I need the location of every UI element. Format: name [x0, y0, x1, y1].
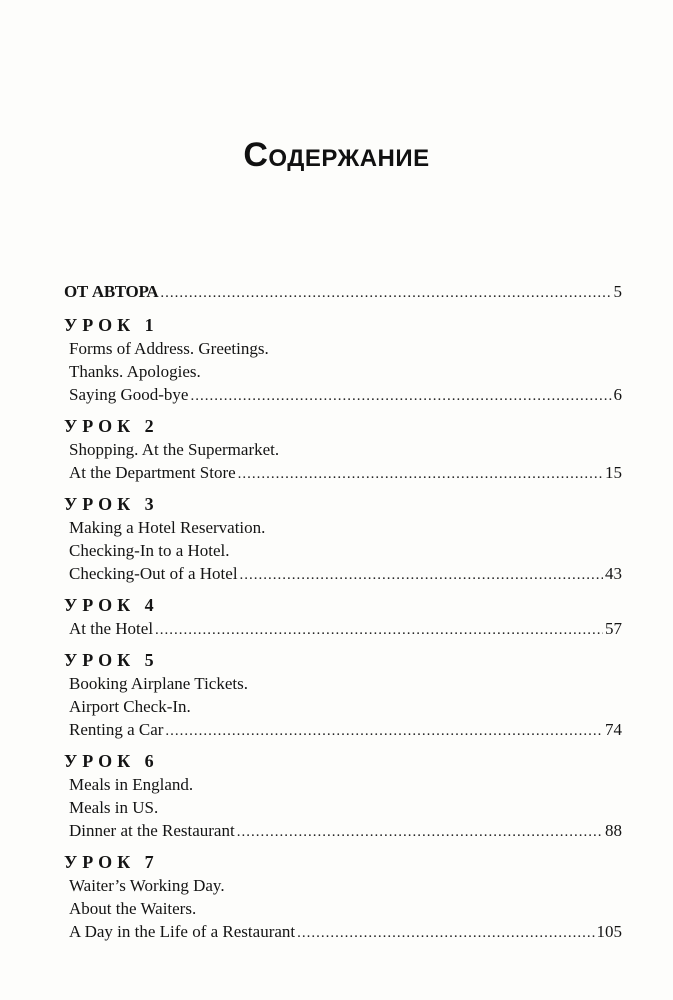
leader-dots [160, 282, 611, 305]
leader-dots [155, 619, 603, 642]
toc-page-number: 74 [605, 720, 622, 739]
toc-entry-line [64, 539, 622, 562]
toc-page-number: 57 [605, 619, 622, 638]
toc-entry-line [64, 516, 622, 539]
toc-entry-line-with-page [64, 617, 622, 640]
toc-lesson-3 [64, 492, 622, 585]
toc-entry-label: Meals in England. [69, 775, 194, 794]
toc-entry-line [64, 695, 622, 718]
toc-entry-line-with-page [64, 461, 622, 484]
lesson-list [64, 313, 622, 943]
lesson-heading: УРОК 5 [64, 650, 159, 670]
toc-entry-author [64, 280, 622, 303]
leader-dots [240, 564, 603, 587]
toc-entry-label: Booking Airplane Tickets. [69, 674, 248, 693]
lesson-heading: УРОК 4 [64, 595, 159, 615]
toc-entry-line-with-page [64, 718, 622, 741]
toc-entry-line-with-page [64, 819, 622, 842]
lesson-heading: УРОК 7 [64, 852, 159, 872]
toc-entry-label: At the Hotel [69, 619, 154, 638]
lesson-heading: УРОК 2 [64, 416, 159, 436]
toc-entry-line-with-page [64, 562, 622, 585]
toc-entry-label: Meals in US. [69, 798, 159, 817]
toc-page-number: 43 [605, 564, 622, 583]
toc-page-number: 105 [596, 922, 622, 941]
toc-entry-line [64, 360, 622, 383]
toc-lesson-6 [64, 749, 622, 842]
toc-entry-line-with-page [64, 920, 622, 943]
lesson-heading: УРОК 6 [64, 751, 159, 771]
toc-page-number: 6 [613, 385, 622, 404]
table-of-contents [64, 280, 622, 951]
toc-lesson-1 [64, 313, 622, 406]
leader-dots [297, 922, 594, 945]
toc-entry-line [64, 672, 622, 695]
toc-entry-label: Making a Hotel Reservation. [69, 518, 266, 537]
toc-entry-label: Forms of Address. Greetings. [69, 339, 269, 358]
toc-entry-label: Airport Check-In. [69, 697, 191, 716]
toc-entry-label: Thanks. Apologies. [69, 362, 201, 381]
toc-page-number: 88 [605, 821, 622, 840]
toc-lesson-4 [64, 593, 622, 640]
toc-page-number: 15 [605, 463, 622, 482]
leader-dots [238, 463, 603, 486]
toc-entry-label: At the Department Store [69, 463, 236, 482]
toc-entry-label: Renting a Car [69, 720, 164, 739]
page-title: Содержание [243, 136, 430, 174]
lesson-heading: УРОК 3 [64, 494, 159, 514]
toc-entry-label: About the Waiters. [69, 899, 197, 918]
toc-lesson-2 [64, 414, 622, 484]
toc-entry-label: A Day in the Life of a Restaurant [69, 922, 296, 941]
toc-entry-line [64, 897, 622, 920]
lesson-heading: УРОК 1 [64, 315, 159, 335]
toc-lesson-7 [64, 850, 622, 943]
toc-entry-line [64, 337, 622, 360]
leader-dots [237, 821, 603, 844]
toc-entry-label: Checking-In to a Hotel. [69, 541, 230, 560]
toc-entry-label: ОТ АВТОРА [64, 282, 159, 301]
leader-dots [190, 385, 611, 408]
toc-entry-label: Dinner at the Restaurant [69, 821, 235, 840]
toc-entry-label: Waiter’s Working Day. [69, 876, 225, 895]
toc-page-number: 5 [613, 282, 622, 301]
toc-entry-line [64, 796, 622, 819]
toc-entry-line [64, 874, 622, 897]
toc-entry-line [64, 438, 622, 461]
toc-entry-line [64, 773, 622, 796]
toc-entry-label: Checking-Out of a Hotel [69, 564, 238, 583]
toc-entry-label: Shopping. At the Supermarket. [69, 440, 280, 459]
toc-entry-line-with-page [64, 383, 622, 406]
leader-dots [165, 720, 603, 743]
toc-entry-label: Saying Good-bye [69, 385, 189, 404]
toc-lesson-5 [64, 648, 622, 741]
